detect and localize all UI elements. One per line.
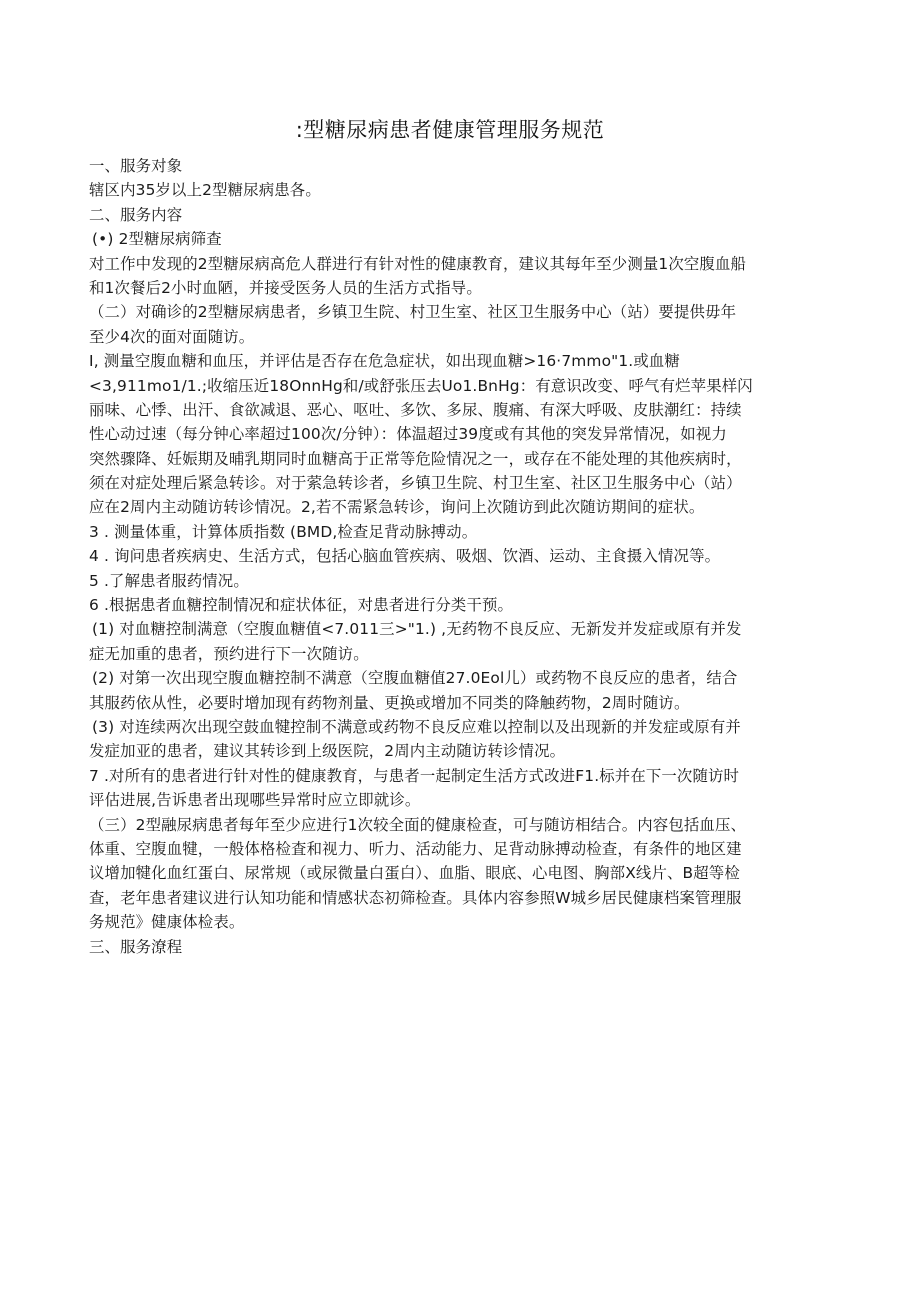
text-line: <3,911mo1/1.;收缩压近18OnnHg和/或舒张压去Uo1.BnHg：有意识改变、呼气有烂苹果样闪 bbox=[89, 376, 753, 395]
text-line: 至少4次的面对面随访。 bbox=[89, 327, 255, 346]
text-line: 评估进展,告诉患者出现哪些异常时应立即就诊。 bbox=[89, 791, 421, 810]
section-heading: 三、服务潦程 bbox=[89, 937, 183, 956]
text-line: 7 .对所有的患者进行针对性的健康教育，与患者一起制定生活方式改进F1.标并在下一次随访时 bbox=[89, 766, 740, 785]
text-line: (1) 对血糖控制满意（空腹血糖值<7.011三>"1.) ,无药物不良反应、无新发并发症或原有并发 bbox=[92, 620, 742, 639]
text-line: 须在对症处理后紧急转诊。对于萦急转诊者，乡镇卫生院、村卫生室、社区卫生服务中心（站） bbox=[89, 474, 742, 493]
text-line: 体重、空腹血犍，一般体格检査和视力、听力、活动能力、足背动脉搏动检查，有条件的地区建 bbox=[89, 839, 742, 858]
text-line: 辖区内35岁以上2型糖尿病患各。 bbox=[89, 181, 321, 200]
text-line: 丽味、心悸、出汗、食欲减退、恶心、呕吐、多饮、多尿、腹痛、有深大呼吸、皮肤潮红：持续 bbox=[89, 400, 742, 419]
text-line: 务规范》健康体检表。 bbox=[89, 913, 245, 932]
subsection-heading: (•) 2型糖尿病筛查 bbox=[92, 230, 222, 249]
document-title: :型糖尿病患者健康管理服务规范 bbox=[295, 118, 605, 142]
document-body bbox=[89, 154, 817, 959]
text-line: 查，老年患者建议进行认知功能和情感状态初筛检查。具体内容参照W城乡居民健康档案管理服 bbox=[89, 888, 742, 907]
text-line: 3 . 测量体重，计算体质指数 (BMD,检查足背动脉搏动。 bbox=[89, 522, 478, 541]
text-line: 5 .了解患者服药情况。 bbox=[89, 571, 249, 590]
text-line: （三）2型融尿病患者每年至少应进行1次较全面的健康检查，可与随访相结合。内容包括血压、 bbox=[89, 815, 747, 834]
text-line: （二）对确诊的2型糖尿病患者，乡镇卫生院、村卫生室、社区卫生服务中心（站）要提供毋年 bbox=[89, 303, 737, 322]
section-heading: 一、服务对象 bbox=[89, 157, 183, 175]
text-line: 突然骤降、妊娠期及晡乳期同时血糖高于正常等危险情况之一，或存在不能处理的其他疾病时， bbox=[89, 449, 742, 468]
text-line: 性心动过速（每分钟心率超过100次/分钟）：体温超过39度或有其他的突发异常情况，如视力 bbox=[89, 425, 727, 444]
section-heading: 二、服务内容 bbox=[89, 205, 183, 224]
text-line: 对工作中发现的2型糖尿病高危人群进行有针对性的健康教育，建议其每年至少测量1次空腹血船 bbox=[89, 254, 747, 273]
text-line: 和1次餐后2小时血陋，并接受医务人员的生活方式指导。 bbox=[89, 278, 482, 297]
text-line: (2) 对第一次出现空腹血糖控制不满意（空腹血糖值27.0Eol儿）或药物不良反应的患者，结合 bbox=[92, 669, 738, 688]
text-line: (3) 对连续两次出现空鼓血犍控制不满意或药物不良反应难以控制以及出现新的并发症或原有并 bbox=[92, 717, 741, 736]
text-line: 议增加犍化血红蛋白、尿常规（或尿微量白蛋白）、血脂、眼底、心电图、胸部X线片、B超等检 bbox=[89, 864, 740, 883]
text-line: 其服药依从性，必要时增加现有药物剂量、更换或增加不同类的降触药物，2周时随访。 bbox=[89, 693, 690, 712]
text-line: 6 .根据患者血糖控制情况和症状体征，对患者进行分类干预。 bbox=[89, 596, 514, 615]
text-line: 应在2周内主动随访转诊情况。2,若不需紧急转诊，询问上次随访到此次随访期间的症状。 bbox=[89, 498, 705, 517]
text-line: 症无加重的患者，预约进行下一次随访。 bbox=[89, 644, 369, 663]
text-line: 发症加亚的患者，建议其转诊到上级医院，2周内主动随访转诊情况。 bbox=[89, 742, 566, 761]
text-line: 4 . 询问患者疾病史、生活方式，包括心脑血管疾病、吸烟、饮酒、运动、主食摄入情况等。 bbox=[89, 547, 721, 566]
text-line: I, 测量空腹血糖和血压，并评估是否存在危急症状，如出现血糖>16·7mmo"1.或血糖 bbox=[89, 352, 680, 371]
